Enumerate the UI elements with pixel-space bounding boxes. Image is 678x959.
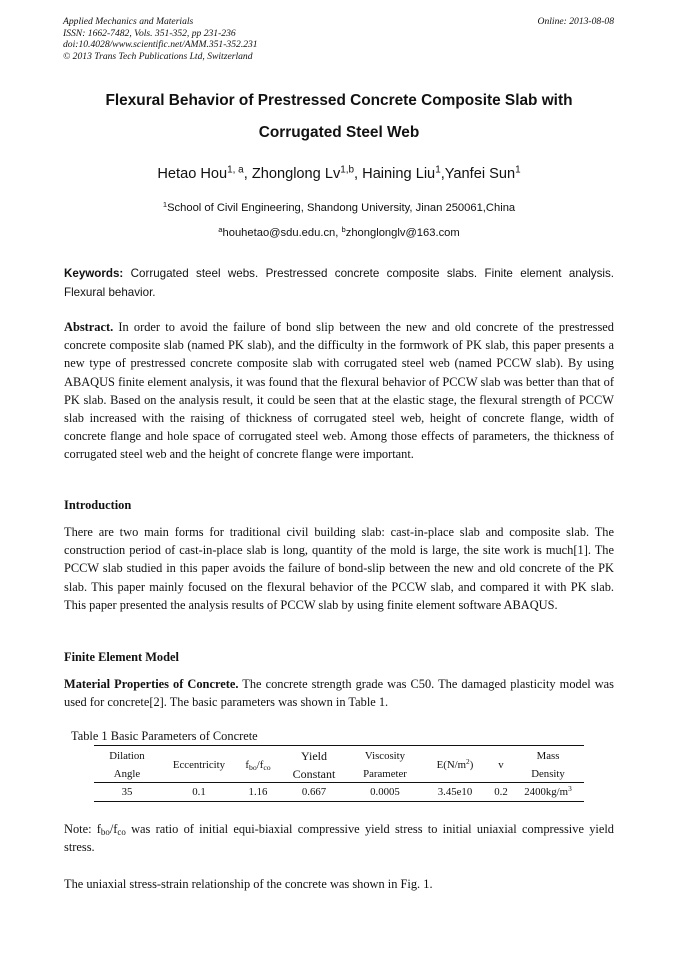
affiliation	[40, 199, 638, 214]
table-caption: Table 1 Basic Parameters of Concrete	[71, 729, 258, 743]
introduction-heading: Introduction	[64, 498, 132, 512]
header-viscosity-parameter: Viscosity Parameter	[363, 750, 407, 780]
header-dilation-angle: Dilation Angle	[109, 750, 145, 780]
affiliation-text: School of Civil Engineering, Shandong University, Jinan 250061,China	[167, 202, 516, 214]
paper-title-line-2: Corrugated Steel Web	[258, 124, 420, 141]
header-elastic-modulus: $E(N/m^2)$	[436, 756, 474, 771]
author-separator: ,	[440, 166, 445, 182]
doi: doi:10.4028/www.scientific.net/AMM.351-352.231	[63, 39, 258, 51]
cell-viscosity-parameter: 0.0005	[370, 786, 400, 798]
author-name: Hetao Hou	[157, 166, 228, 182]
author-affiliation-mark: 1	[435, 164, 441, 176]
email-a: houhetao@sdu.edu.cn,	[222, 227, 342, 239]
header-poisson-ratio: v	[498, 759, 504, 771]
author-separator: ,	[354, 166, 363, 182]
email-mark-b: b	[341, 224, 346, 234]
keywords-label: Keywords:	[64, 267, 124, 280]
affiliation-mark: 1	[162, 199, 168, 209]
copyright: © 2013 Trans Tech Publications Ltd, Switzerland	[63, 50, 253, 62]
keywords	[64, 264, 614, 302]
author-affiliation-mark: 1, a	[227, 164, 244, 176]
header-eccentricity: Eccentricity	[172, 759, 226, 771]
stress-strain-paragraph: The uniaxial stress-strain relationship of the concrete was shown in Fig. 1.	[64, 877, 433, 891]
cell-yield-constant: 0.667	[301, 786, 327, 798]
header-yield-constant: Yield Constant	[292, 749, 336, 781]
cell-fbo-fco: 1.16	[248, 786, 268, 798]
table-bottom-rule	[94, 801, 584, 802]
author-name: Zhonglong Lv	[251, 166, 341, 182]
introduction-text: There are two main forms for traditional civil building slab: cast-in-place slab and composite slab. The construction period of cast-in-place slab is long, quantity of the mold is large, the site work is much[1]. The PCCW slab studied in this paper avoids the failure of bond-slip between the new and old concrete of the PK slab. This paper mainly focused on the flexural behavior of the PCCW slab, and compared it with PK slab. This paper presented the analysis results of PCCW slab by using finite element software ABAQUS.	[64, 525, 614, 612]
author-name: Yanfei Sun	[444, 166, 516, 182]
fem-heading: Finite Element Model	[64, 650, 179, 664]
author-emails	[40, 224, 638, 239]
cell-elastic-modulus: 3.45e10	[437, 786, 473, 798]
cell-dilation-angle: 35	[121, 786, 133, 798]
journal-name: Applied Mechanics and Materials	[63, 16, 194, 27]
paper-title-line-1: Flexural Behavior of Prestressed Concrete Composite Slab with	[105, 92, 573, 109]
author-affiliation-mark: 1,b	[340, 164, 355, 176]
table-top-rule	[94, 745, 584, 746]
material-properties-label: Material Properties of Concrete.	[64, 677, 239, 691]
header-fbo-fco: $f_{bo}/f_{co}$	[245, 759, 271, 772]
material-properties-paragraph	[64, 675, 614, 711]
author-list	[40, 166, 638, 182]
email-b: zhonglonglv@163.com	[345, 227, 460, 239]
abstract-label: Abstract.	[64, 320, 114, 334]
journal-header	[63, 16, 258, 62]
table-note: Note: $f_{bo}/f_{co}$ was ratio of initial equi-biaxial compressive yield stress to initial uniaxial compressive yield stress.	[64, 822, 614, 855]
author-affiliation-mark: 1	[515, 164, 521, 176]
online-date: Online: 2013-08-08	[537, 16, 614, 27]
header-mass-density: Mass Density	[531, 750, 565, 780]
issn: ISSN: 1662-7482, Vols. 351-352, pp 231-236	[63, 27, 236, 39]
author-name: Haining Liu	[362, 166, 436, 182]
cell-eccentricity: 0.1	[192, 786, 206, 798]
abstract-text: In order to avoid the failure of bond slip between the new and old concrete of the prestressed concrete composite slab (named PK slab), and the difficulty in the formwork of PK slab, this paper presents a new type of prestressed concrete composite slab with corrugated steel web (named PCCW slab). By using ABAQUS finite element analysis, it was found that the flexural behavior of PCCW slab was better than that of PK slab. Based on the analysis result, it could be seen that at the elastic stage, the flexural strength of PCCW slab increased with the raising of thickness of corrugated steel web, height of concrete flange, width of concrete flange and hole space of corrugated steel web. Among those effects of parameters, the thickness of corrugated steel web and the height of concrete flange were important.	[64, 320, 614, 462]
material-properties-text: The concrete strength grade was C50. The damaged plasticity model was used for concrete[2]. The basic parameters was shown in Table 1.	[64, 677, 614, 710]
email-mark-a: a	[218, 224, 223, 234]
keywords-text: Corrugated steel webs. Prestressed concrete composite slabs. Finite element analysis. Flexural behavior.	[64, 267, 614, 299]
cell-poisson-ratio: 0.2	[494, 786, 508, 798]
abstract	[64, 318, 614, 464]
cell-mass-density: $2400kg/m^3$	[524, 783, 572, 798]
author-separator: ,	[243, 166, 252, 182]
